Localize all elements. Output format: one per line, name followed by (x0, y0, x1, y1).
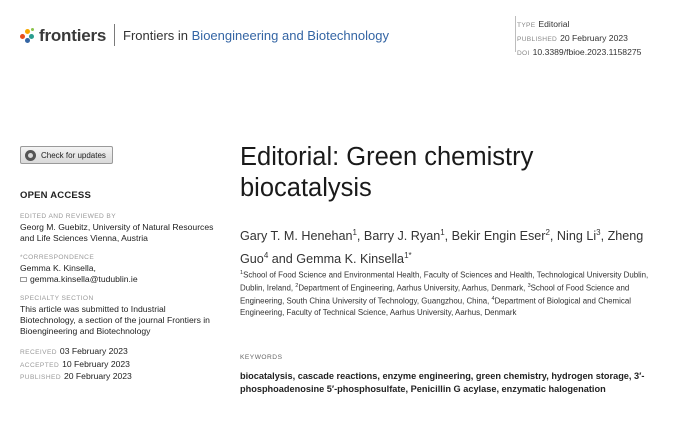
frontiers-logo-icon (20, 28, 36, 44)
affiliation-text: School of Food Science and Environmental Health, Faculty of Sciences and Health, Technological University Dublin, Dublin, Ireland, (240, 270, 649, 293)
affiliation-number: 4 (491, 296, 495, 303)
check-for-updates-button[interactable] (20, 146, 113, 164)
author-separator: and (268, 252, 297, 267)
journal-name[interactable] (123, 28, 389, 43)
accepted-value: 10 February 2023 (62, 358, 130, 369)
author-name[interactable]: Bekir Engin Eser (451, 229, 546, 244)
logo-text: frontiers (39, 26, 107, 45)
author-name[interactable]: Zheng Guo (240, 229, 644, 267)
author-affiliation-mark: 2 (545, 228, 550, 237)
sidebar-published-value: 20 February 2023 (63, 371, 132, 381)
type-value: Editorial (538, 19, 570, 29)
received-label: RECEIVED (20, 349, 57, 356)
specialty-label: SPECIALTY SECTION (20, 295, 94, 302)
header-divider (114, 24, 115, 46)
article-title: Editorial: Green chemistry biocatalysis (240, 143, 534, 202)
author-name[interactable]: Ning Li (556, 229, 597, 244)
edited-label: EDITED AND REVIEWED BY (20, 213, 116, 220)
affiliation-text: School of Food Science and Engineering, South China University of Technology, Guangzhou, China, (240, 283, 630, 306)
author-affiliation-mark: 4 (263, 251, 269, 261)
correspondence-email[interactable]: gemma.kinsella@tudublin.ie (30, 274, 138, 284)
affiliation-number: 3 (527, 283, 531, 290)
affiliations (240, 268, 670, 319)
article-sidebar (20, 190, 215, 384)
open-access-label: OPEN ACCESS (20, 190, 92, 201)
correspondence-block (20, 263, 215, 285)
frontiers-logo[interactable] (20, 26, 106, 46)
check-for-updates-label: Check for updates (41, 150, 106, 160)
accepted-label: ACCEPTED (20, 361, 60, 369)
author-affiliation-mark: 1 (352, 228, 357, 237)
journal-prefix: Frontiers in (123, 28, 192, 43)
author-separator: , (549, 229, 557, 244)
keywords-text: biocatalysis, cascade reactions, enzyme engineering, green chemistry, hydrogen storage, 3′-phosphoadenosine 5′-phosphosulfate, Penicillin G acylase, enzymatic halogenation (240, 371, 645, 394)
affiliation-text: Department of Biological and Chemical Engineering, Faculty of Technical Science, Aarhus University, Aarhus, Denmark (240, 296, 631, 318)
article-meta (517, 18, 677, 60)
author-separator: , (600, 229, 608, 244)
meta-divider (515, 16, 516, 52)
sidebar-published-label: PUBLISHED (20, 374, 61, 381)
update-check-icon (25, 150, 36, 161)
author-list (240, 223, 670, 269)
author-name[interactable]: Gemma K. Kinsella (296, 252, 405, 267)
specialty-text: This article was submitted to Industrial Biotechnology, a section of the journal Frontiers in Bioengineering and Biotechnology (20, 304, 210, 336)
doi-label: DOI (517, 50, 530, 57)
affiliation-number: 1 (240, 270, 244, 276)
keywords-label: KEYWORDS (240, 354, 283, 361)
journal-title: Bioengineering and Biotechnology (191, 28, 389, 43)
author-affiliation-mark: 1 (440, 228, 445, 237)
correspondence-name: Gemma K. Kinsella, (20, 263, 96, 273)
received-value: 03 February 2023 (59, 346, 128, 356)
published-value: 20 February 2023 (560, 33, 628, 43)
author-name[interactable]: Gary T. M. Henehan (240, 229, 353, 244)
affiliation-text: Department of Engineering, Aarhus University, Aarhus, Denmark, (298, 283, 528, 293)
author-name[interactable]: Barry J. Ryan (363, 229, 441, 244)
correspondence-label: *CORRESPONDENCE (20, 254, 95, 261)
author-affiliation-mark: 1* (404, 251, 412, 261)
edited-text: Georg M. Guebitz, University of Natural Resources and Life Sciences Vienna, Austria (20, 222, 214, 243)
author-separator: , (444, 229, 452, 244)
article-dates (20, 346, 215, 384)
doi-link[interactable]: 10.3389/fbioe.2023.1158275 (532, 47, 642, 57)
author-affiliation-mark: 3 (596, 228, 601, 237)
author-separator: , (356, 229, 364, 244)
published-label: PUBLISHED (517, 36, 558, 43)
mail-icon (20, 277, 27, 282)
affiliation-number: 2 (295, 283, 299, 290)
type-label: TYPE (517, 22, 536, 29)
